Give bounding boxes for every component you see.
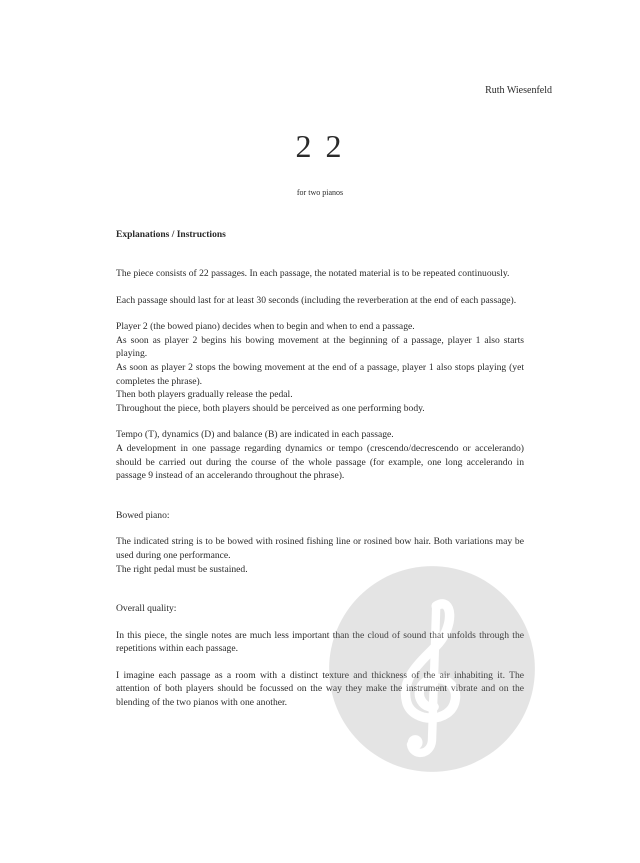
composer-name: Ruth Wiesenfeld xyxy=(485,85,552,96)
overall-quality-heading: Overall quality: xyxy=(116,603,177,615)
text-line: Throughout the piece, both players should be perceived as one performing body. xyxy=(116,402,425,414)
paragraph-players xyxy=(116,320,524,415)
text-line: Then both players gradually release the pedal. xyxy=(116,389,293,401)
text-line: As soon as player 2 begins his bowing movement at the beginning of a passage, player 1 also starts playing. xyxy=(116,334,524,360)
piece-subtitle: for two pianos xyxy=(296,188,344,197)
paragraph-quality: In this piece, the single notes are much less important than the cloud of sound that unfolds through the repetitions within each passage. xyxy=(116,629,524,655)
text-line: The right pedal must be sustained. xyxy=(116,563,248,575)
text-line: A development in one passage regarding dynamics or tempo (crescendo/decrescendo or accelerando) should be carried out during the course of the whole passage (for example, one long accelerando in passage 9 instead of an accelerando throughout the phrase). xyxy=(116,442,524,482)
text-line: As soon as player 2 stops the bowing movement at the end of a passage, player 1 also stops playing (yet completes the phrase). xyxy=(116,361,524,387)
paragraph-duration: Each passage should last for at least 30 seconds (including the reverberation at the end of each passage). xyxy=(116,294,517,306)
bowed-piano-heading: Bowed piano: xyxy=(116,509,170,521)
paragraph-passages: The piece consists of 22 passages. In each passage, the notated material is to be repeated continuously. xyxy=(116,268,510,279)
text-line: Player 2 (the bowed piano) decides when to begin and when to end a passage. xyxy=(116,321,415,333)
text-line: Tempo (T), dynamics (D) and balance (B) are indicated in each passage. xyxy=(116,429,394,441)
paragraph-room: I imagine each passage as a room with a distinct texture and thickness of the air inhabiting it. The attention of both players should be focussed on the way they make the instrument vibrate and on the blending of the two pianos with one another. xyxy=(116,669,524,709)
paragraph-bowed-piano xyxy=(116,535,524,576)
instructions-heading: Explanations / Instructions xyxy=(116,230,226,240)
paragraph-tempo xyxy=(116,428,524,482)
text-line: The indicated string is to be bowed with rosined fishing line or rosined bow hair. Both variations may be used during one performance. xyxy=(116,536,524,561)
instructions-body xyxy=(116,267,524,723)
piece-title: 2 2 xyxy=(295,128,345,164)
